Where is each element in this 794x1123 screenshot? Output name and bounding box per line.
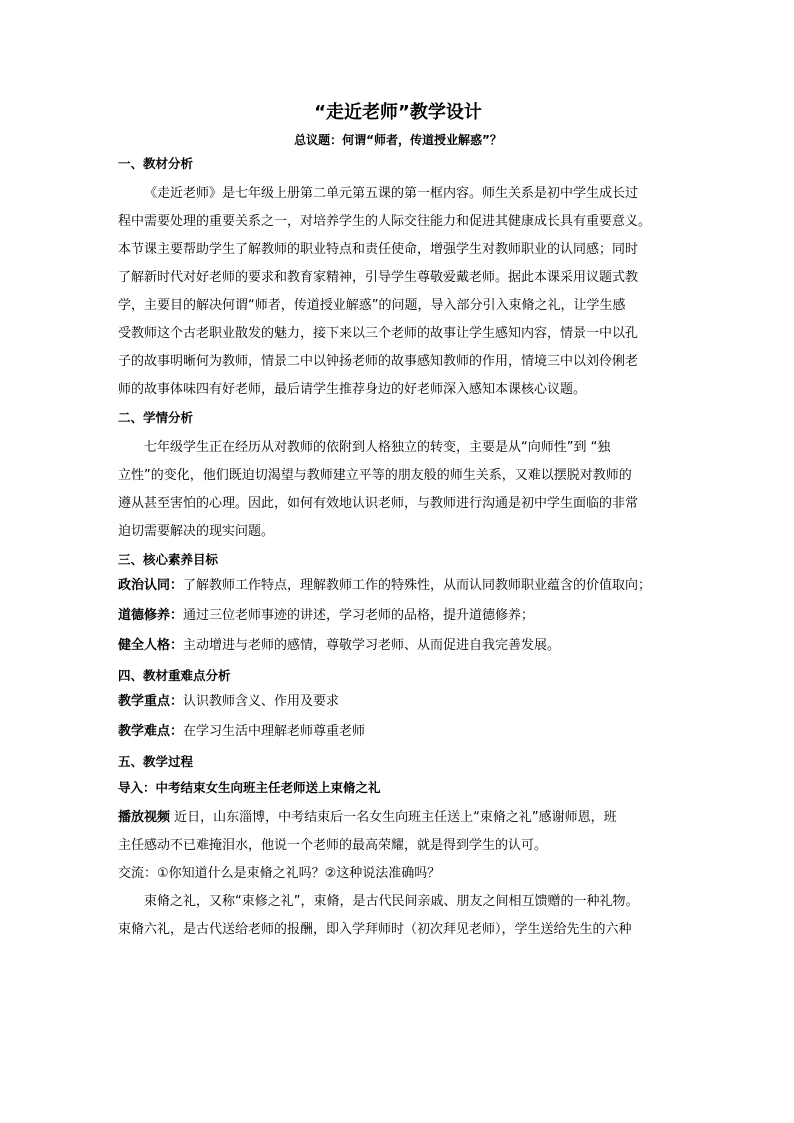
paragraph-line: 立性”的变化，他们既迫切渴望与教师建立平等的朋友般的师生关系，又难以摆脱对教师的 — [118, 468, 632, 483]
key-point-item — [118, 722, 678, 742]
goal-item — [118, 606, 678, 626]
goal-item — [118, 576, 678, 596]
paragraph-line: 本节课主要帮助学生了解教师的职业特点和责任使命，增强学生对教师职业的认同感；同时 — [118, 242, 639, 257]
paragraph-line: 了解新时代对好老师的要求和教育家精神，引导学生尊敬爱戴老师。据此本课采用议题式教 — [118, 270, 639, 285]
video-text: 近日，山东淄博，中考结束后一名女生向班主任送上“束脩之礼”感谢师恩，班 — [170, 810, 617, 825]
section-heading-materials: 一、教材分析 — [118, 156, 194, 171]
paragraph-line: 学，主要目的解决何谓“师者，传道授业解惑”的问题，导入部分引入束脩之礼，让学生感 — [118, 298, 626, 313]
goal-label: 健全人格： — [118, 638, 184, 653]
goal-item — [118, 636, 678, 656]
key-point-text: 认识教师含义、作用及要求 — [183, 694, 340, 709]
document-subtitle: 总议题：何谓“师者，传道授业解惑”？ — [294, 133, 502, 147]
section-heading-key-points: 四、教材重难点分析 — [118, 668, 231, 683]
paragraph-line: 束脩之礼，又称“束修之礼”，束脩，是古代民间亲戚、朋友之间相互馈赠的一种礼物。 — [144, 894, 639, 909]
video-paragraph — [118, 804, 678, 944]
paragraph-line: 主任感动不已难掩泪水，他说一个老师的最高荣耀，就是得到学生的认可。 — [118, 838, 548, 853]
paragraph-line: 《走近老师》是七年级上册第二单元第五课的第一框内容。师生关系是初中学生成长过 — [144, 186, 639, 201]
paragraph-line: 束脩六礼，是古代送给老师的报酬，即入学拜师时（初次拜见老师），学生送给先生的六种 — [118, 922, 632, 937]
document-page — [118, 100, 678, 944]
section-heading-learner-analysis: 二、学情分析 — [118, 410, 194, 425]
goal-text: 通过三位老师事迹的讲述，学习老师的品格，提升道德修养； — [183, 608, 535, 623]
exchange-line: 交流：①你知道什么是束脩之礼吗？②这种说法准确吗？ — [118, 866, 441, 881]
paragraph-line: 受教师这个古老职业散发的魅力，接下来以三个老师的故事让学生感知内容，情景一中以孔 — [118, 326, 639, 341]
paragraph-line — [118, 804, 678, 832]
paragraph-line: 迫切需要解决的现实问题。 — [118, 524, 275, 539]
goal-text: 主动增进与老师的感情，尊敬学习老师、从而促进自我完善发展。 — [183, 638, 561, 653]
video-label: 播放视频 — [118, 810, 171, 825]
key-point-text: 在学习生活中理解老师尊重老师 — [183, 724, 366, 739]
paragraph-line: 七年级学生正在经历从对教师的依附到人格独立的转变，主要是从“向师性”到 “独 — [144, 440, 611, 455]
goal-label: 道德修养： — [118, 608, 184, 623]
paragraph-line: 程中需要处理的重要关系之一，对培养学生的人际交往能力和促进其健康成长具有重要意义。 — [118, 214, 652, 229]
goal-label: 政治认同： — [118, 578, 184, 593]
paragraph-line: 师的故事体味四有好老师，最后请学生推荐身边的好老师深入感知本课核心议题。 — [118, 382, 587, 397]
key-point-label: 教学难点： — [118, 724, 184, 739]
intro-heading: 导入：中考结束女生向班主任老师送上束脩之礼 — [118, 780, 381, 795]
learner-analysis-paragraph — [118, 434, 678, 546]
section-heading-teaching-process: 五、教学过程 — [118, 754, 194, 769]
materials-paragraph — [118, 180, 678, 404]
key-point-label: 教学重点： — [118, 694, 184, 709]
section-heading-core-goals: 三、核心素养目标 — [118, 552, 219, 567]
paragraph-line: 子的故事明晰何为教师，情景二中以钟扬老师的故事感知教师的作用，情境三中以刘伶俐老 — [118, 354, 639, 369]
document-title: “走近老师”教学设计 — [314, 102, 482, 123]
paragraph-line: 遵从甚至害怕的心理。因此，如何有效地认识老师，与教师进行沟通是初中学生面临的非常 — [118, 496, 639, 511]
key-point-item — [118, 692, 678, 712]
goal-text: 了解教师工作特点，理解教师工作的特殊性，从而认同教师职业蕴含的价值取向； — [183, 578, 652, 593]
